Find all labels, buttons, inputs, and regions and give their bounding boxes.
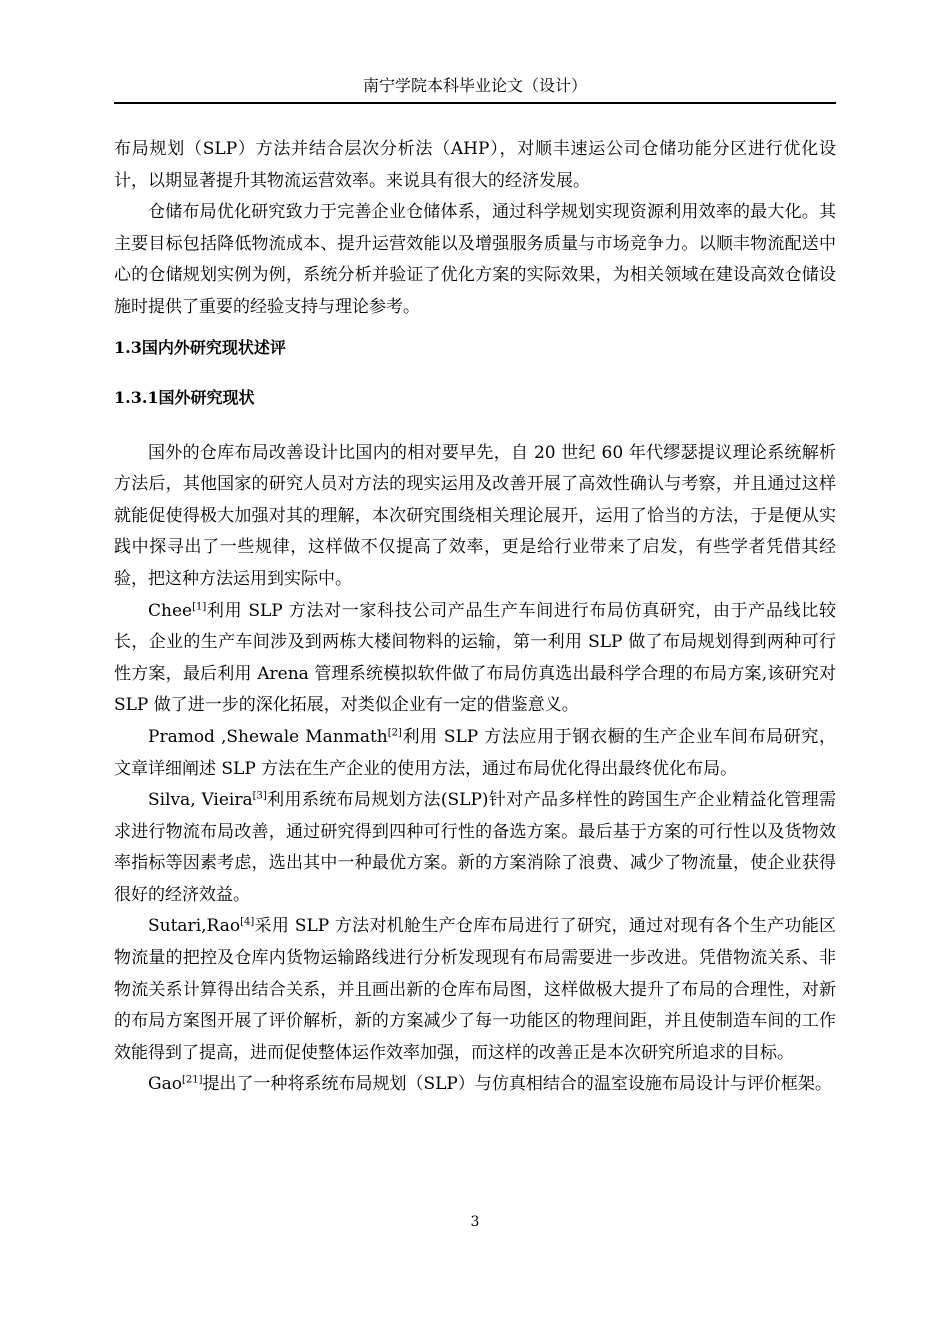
page-number: 3 (470, 1214, 480, 1230)
page-header: 南宁学院本科毕业论文（设计） (114, 74, 836, 104)
citation-ref[interactable]: [4] (240, 916, 255, 928)
paragraph-continuation: 布局规划（SLP）方法并结合层次分析法（AHP），对顺丰速运公司仓储功能分区进行优化设计，以期显著提升其物流运营效率。来说具有很大的经济发展。 (114, 139, 836, 191)
section-heading-1-3-1: 1.3.1国外研究现状 (114, 387, 255, 407)
paragraph-gao (114, 1069, 836, 1101)
paragraph-text: 提出了一种将系统布局规划（SLP）与仿真相结合的温室设施布局设计与评价框架。 (202, 1074, 832, 1095)
paragraph-text: 利用 SLP 方法应用于钢衣橱的生产企业车间布局研究，文章详细阐述 SLP 方法在生产企业的使用方法，通过布局优化得出最终优化布局。 (114, 726, 837, 779)
page-body (114, 134, 836, 1101)
author-name: Chee (148, 600, 193, 621)
author-name: Gao (148, 1074, 182, 1095)
paragraph-chee (114, 596, 836, 722)
author-name: Pramod ,Shewale Manmath (148, 726, 388, 747)
paragraph-text: 利用 SLP 方法对一家科技公司产品生产车间进行布局仿真研究，由于产品线比较长，企业的生产车间涉及到两栋大楼间物料的运输，第一利用 SLP 做了布局规划得到两种可行性方案，最后利用 Arena 管理系统模拟软件做了布局仿真选出最科学合理的布局方案,该研究对 SLP 做了进一步的深化拓展，对类似企业有一定的借鉴意义。 (114, 600, 836, 716)
citation-ref[interactable]: [3] (252, 790, 267, 802)
section-heading-1-3: 1.3国内外研究现状述评 (114, 337, 286, 357)
paragraph-text: 利用系统布局规划方法(SLP)针对产品多样性的跨国生产企业精益化管理需求进行物流布局改善，通过研究得到四种可行性的备选方案。最后基于方案的可行性以及货物效率指标等因素考虑，选出其中一种最优方案。新的方案消除了浪费、减少了物流量，使企业获得很好的经济效益。 (114, 790, 836, 905)
paragraph-warehouse-layout: 仓储布局优化研究致力于完善企业仓储体系，通过科学规划实现资源利用效率的最大化。其主要目标包括降低物流成本、提升运营效能以及增强服务质量与市场竞争力。以顺丰物流配送中心的仓储规划实例为例，系统分析并验证了优化方案的实际效果，为相关领域在建设高效仓储设施时提供了重要的经验支持与理论参考。 (114, 202, 836, 317)
paragraph-text: 采用 SLP 方法对机舱生产仓库布局进行了研究，通过对现有各个生产功能区物流量的把控及仓库内货物运输路线进行分析发现现有布局需要进一步改进。凭借物流关系、非物流关系计算得出结合关系，并且画出新的仓库布局图，这样做极大提升了布局的合理性，对新的布局方案图开展了评价解析，新的方案减少了每一功能区的物理间距，并且使制造车间的工作效能得到了提高，进而促使整体运作效率加强，而这样的改善正是本次研究所追求的目标。 (114, 916, 836, 1063)
citation-ref[interactable]: [21] (181, 1074, 203, 1086)
paragraph-pramod (114, 722, 836, 785)
author-name: Sutari,Rao (148, 916, 241, 937)
citation-ref[interactable]: [2] (387, 727, 402, 739)
author-name: Silva, Vieira (148, 790, 253, 811)
citation-ref[interactable]: [1] (192, 600, 207, 612)
paragraph-foreign-research-intro: 国外的仓库布局改善设计比国内的相对要早先，自 20 世纪 60 年代缪瑟提议理论系统解析方法后，其他国家的研究人员对方法的现实运用及改善开展了高效性确认与考察，并且通过这样就能促使得极大加强对其的理解，本次研究围绕相关理论展开，运用了恰当的方法，于是便从实践中探寻出了一些规律，这样做不仅提高了效率，更是给行业带来了启发，有些学者凭借其经验，把这种方法运用到实际中。 (114, 442, 836, 589)
paragraph-sutari (114, 911, 836, 1069)
paragraph-silva (114, 785, 836, 911)
